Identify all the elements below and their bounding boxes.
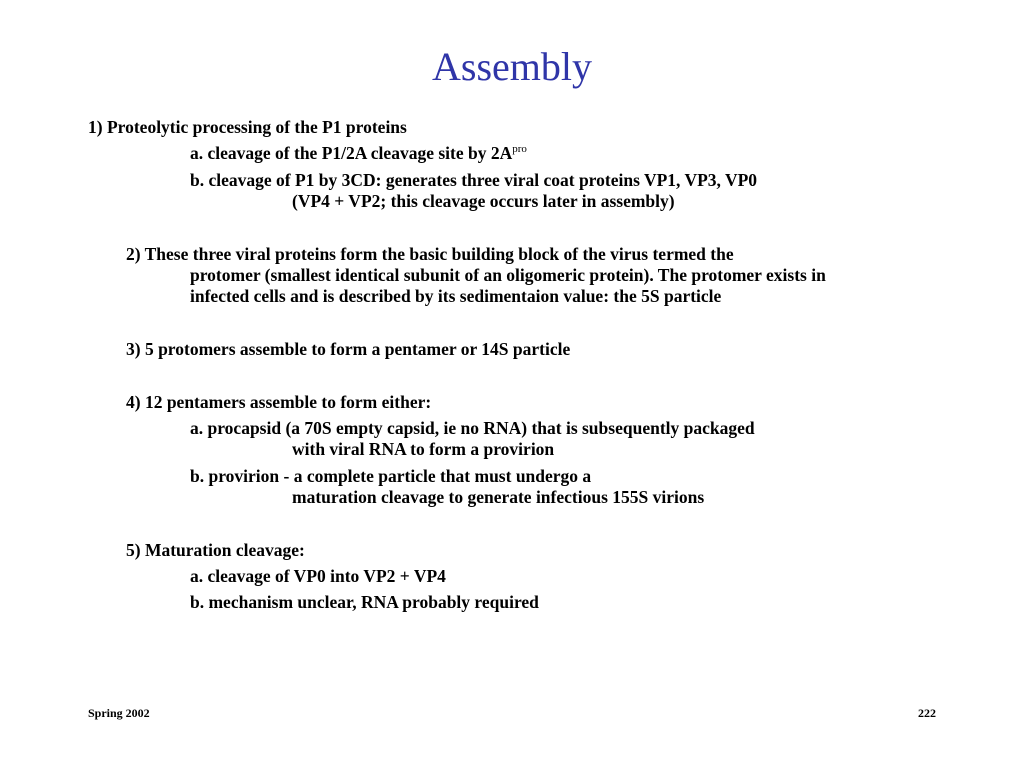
footer-date: Spring 2002 xyxy=(88,706,150,720)
point-2-line3: infected cells and is described by its sedimentaion value: the 5S particle xyxy=(190,286,722,306)
point-4a-line1: a. procapsid (a 70S empty capsid, ie no RNA) that is subsequently packaged xyxy=(190,418,755,438)
point-1b-line2: (VP4 + VP2; this cleavage occurs later in assembly) xyxy=(292,191,675,211)
page-number: 222 xyxy=(918,706,936,720)
slide-title: Assembly xyxy=(432,44,592,89)
point-2-line1: 2) These three viral proteins form the basic building block of the virus termed the xyxy=(126,244,734,264)
point-4: 4) 12 pentamers assemble to form either: xyxy=(126,392,432,412)
point-4b-line2: maturation cleavage to generate infectious 155S virions xyxy=(292,487,705,507)
point-2-line2: protomer (smallest identical subunit of an oligomeric protein). The protomer exists in xyxy=(190,265,826,285)
point-5a: a. cleavage of VP0 into VP2 + VP4 xyxy=(190,566,446,586)
point-5: 5) Maturation cleavage: xyxy=(126,540,305,560)
superscript-pro: pro xyxy=(512,143,527,155)
point-1b-line1: b. cleavage of P1 by 3CD: generates three viral coat proteins VP1, VP3, VP0 xyxy=(190,170,758,190)
point-4a-line2: with viral RNA to form a provirion xyxy=(292,439,555,459)
point-4b-line1: b. provirion - a complete particle that must undergo a xyxy=(190,466,592,486)
point-1a xyxy=(190,143,527,164)
point-1a-text: a. cleavage of the P1/2A cleavage site by 2A xyxy=(190,143,513,163)
point-1: 1) Proteolytic processing of the P1 proteins xyxy=(88,117,407,137)
point-3: 3) 5 protomers assemble to form a pentamer or 14S particle xyxy=(126,339,571,359)
point-5b: b. mechanism unclear, RNA probably required xyxy=(190,592,539,612)
